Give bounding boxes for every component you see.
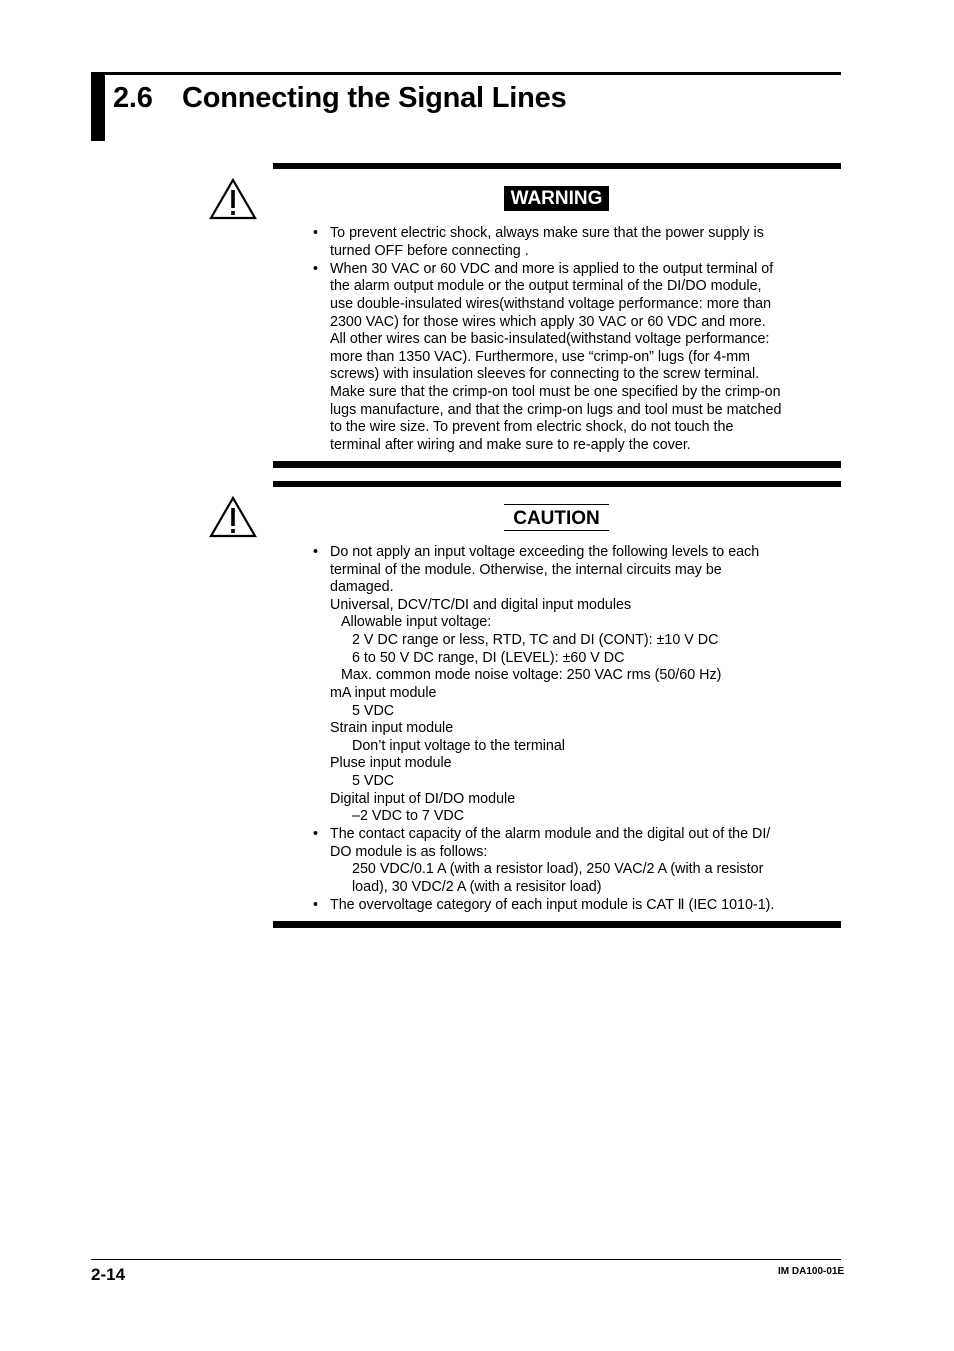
footer-rule <box>91 1259 841 1260</box>
caution-top-rule <box>273 481 841 487</box>
warning-text-line: turned OFF before connecting . <box>330 243 529 259</box>
section-title: Connecting the Signal Lines <box>182 82 567 114</box>
caution-text-line: terminal of the module. Otherwise, the internal circuits may be <box>330 562 722 578</box>
caution-text-line: 5 VDC <box>352 703 395 719</box>
warning-text-line: 2300 VAC) for those wires which apply 30 VAC or 60 VDC and more. <box>330 314 766 330</box>
caution-text-line: DO module is as follows: <box>330 844 488 860</box>
warning-text-line: All other wires can be basic-insulated(withstand voltage performance: <box>330 331 770 347</box>
caution-text-line: Pluse input module <box>330 755 452 771</box>
document-id: IM DA100-01E <box>778 1266 845 1277</box>
bullet: • <box>313 225 319 241</box>
warning-text-line: the alarm output module or the output terminal of the DI/DO module, <box>330 278 762 294</box>
caution-label: CAUTION <box>504 504 609 531</box>
warning-text-line: use double-insulated wires(withstand voltage performance: more than <box>330 296 772 312</box>
bullet: • <box>313 897 319 913</box>
caution-text-line: 6 to 50 V DC range, DI (LEVEL): ±60 V DC <box>352 650 625 666</box>
caution-text-line: 5 VDC <box>352 773 395 789</box>
caution-text-line: mA input module <box>330 685 437 701</box>
warning-text-line: lugs manufacture, and that the crimp-on lugs and tool must be matched <box>330 402 782 418</box>
caution-text-line: Do not apply an input voltage exceeding the following levels to each <box>330 544 760 560</box>
heading-rule <box>91 72 841 75</box>
caution-text-line: The contact capacity of the alarm module and the digital out of the DI/ <box>330 826 771 842</box>
caution-text-line: Strain input module <box>330 720 454 736</box>
bullet: • <box>313 544 319 560</box>
caution-text-line: Max. common mode noise voltage: 250 VAC rms (50/60 Hz) <box>341 667 722 683</box>
warning-bottom-rule <box>273 461 841 468</box>
caution-text-line: damaged. <box>330 579 394 595</box>
caution-text-line: Don’t input voltage to the terminal <box>352 738 565 754</box>
warning-text-line: screws) with insulation sleeves for connecting to the screw terminal. <box>330 366 760 382</box>
caution-text-line: Allowable input voltage: <box>341 614 492 630</box>
warning-label: WARNING <box>504 186 609 211</box>
warning-triangle-icon <box>209 178 257 220</box>
warning-text-line: terminal after wiring and make sure to re-apply the cover. <box>330 437 691 453</box>
caution-text-line: 2 V DC range or less, RTD, TC and DI (CONT): ±10 V DC <box>352 632 719 648</box>
caution-text-line: –2 VDC to 7 VDC <box>352 808 465 824</box>
caution-text-line: Universal, DCV/TC/DI and digital input modules <box>330 597 632 613</box>
warning-text-line: Make sure that the crimp-on tool must be one specified by the crimp-on <box>330 384 781 400</box>
caution-bottom-rule <box>273 921 841 928</box>
warning-top-rule <box>273 163 841 169</box>
heading-bar <box>91 73 105 141</box>
warning-text-line: To prevent electric shock, always make sure that the power supply is <box>330 225 764 241</box>
caution-text-line: load), 30 VDC/2 A (with a resisitor load) <box>352 879 602 895</box>
page-number: 2-14 <box>91 1265 126 1284</box>
bullet: • <box>313 261 319 277</box>
warning-text-line: When 30 VAC or 60 VDC and more is applied to the output terminal of <box>330 261 774 277</box>
caution-text-line: 250 VDC/0.1 A (with a resistor load), 250 VAC/2 A (with a resistor <box>352 861 764 877</box>
caution-triangle-icon <box>209 496 257 538</box>
page-title <box>113 82 567 115</box>
caution-text-line: Digital input of DI/DO module <box>330 791 516 807</box>
warning-text-line: more than 1350 VAC). Furthermore, use “crimp-on” lugs (for 4-mm <box>330 349 751 365</box>
bullet: • <box>313 826 319 842</box>
caution-text-line: The overvoltage category of each input module is CAT Ⅱ (IEC 1010-1). <box>330 897 775 913</box>
warning-text-line: to the wire size. To prevent from electric shock, do not touch the <box>330 419 734 435</box>
section-number: 2.6 <box>113 82 153 114</box>
